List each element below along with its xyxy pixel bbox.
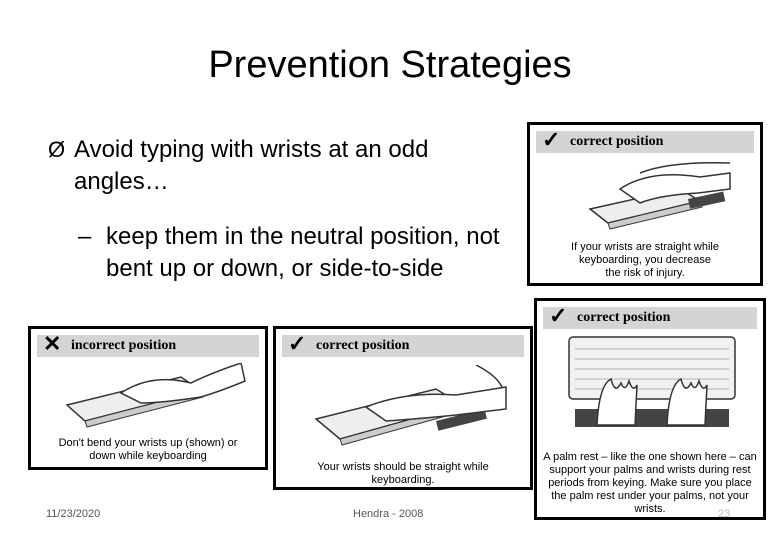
keyboard-straight-wrist-illustration xyxy=(306,365,516,455)
figure-header xyxy=(536,127,754,153)
figure-palm-rest xyxy=(534,298,766,520)
figure-caption: If your wrists are straight while keyboarding, you decrease the risk of injury. xyxy=(571,241,719,279)
figure-header xyxy=(37,331,259,357)
cross-icon: ✕ xyxy=(43,331,62,356)
arrow-bullet-icon: Ø xyxy=(48,137,66,162)
figure-header-label: incorrect position xyxy=(71,338,177,353)
slide-title: Prevention Strategies xyxy=(208,44,572,86)
figure-caption: A palm rest – like the one shown here – can support your palms and wrists during rest periods from keying. Make sure you place the palm rest under your palms, not your wrists. xyxy=(543,451,757,515)
figure-header-label: correct position xyxy=(316,338,410,353)
figure-incorrect-position xyxy=(28,326,268,470)
footer-page-number: 23 xyxy=(718,508,731,520)
figure-correct-position-middle xyxy=(273,326,533,490)
check-icon: ✓ xyxy=(542,127,561,152)
figure-caption: Your wrists should be straight while keyboarding. xyxy=(317,461,489,486)
check-icon: ✓ xyxy=(288,331,307,356)
check-icon: ✓ xyxy=(549,303,568,328)
footer-author: Hendra - 2008 xyxy=(353,508,424,520)
figure-header-label: correct position xyxy=(577,310,671,325)
figure-header xyxy=(543,303,757,329)
dash-bullet-icon: – xyxy=(78,223,92,250)
keyboard-bent-wrist-illustration xyxy=(61,363,251,433)
bullet-main xyxy=(48,134,488,198)
figure-correct-position-top xyxy=(527,122,763,286)
figure-caption: Don't bend your wrists up (shown) or down while keyboarding xyxy=(58,437,238,462)
figure-header-label: correct position xyxy=(570,134,664,149)
bullet-sub xyxy=(78,221,528,285)
keyboard-side-illustration xyxy=(580,159,740,239)
figure-header xyxy=(282,331,524,357)
keyboard-palm-rest-illustration xyxy=(567,335,737,445)
bullet-sub-text: keep them in the neutral position, not bent up or down, or side-to-side xyxy=(106,223,500,282)
footer-date: 11/23/2020 xyxy=(46,508,101,520)
bullet-main-text: Avoid typing with wrists at an odd angles… xyxy=(74,136,429,195)
